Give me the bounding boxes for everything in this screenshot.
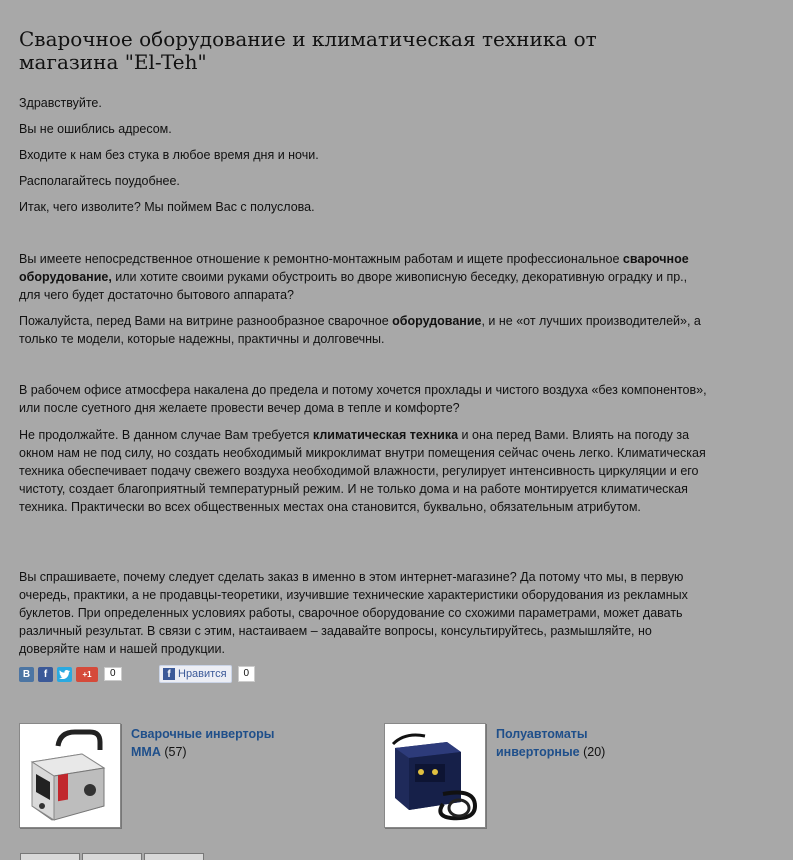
greeting-line: Вы не ошиблись адресом. [19, 122, 172, 136]
greeting-line: Здравствуйте. [19, 96, 102, 110]
share-bar [19, 665, 122, 683]
facebook-icon: f [163, 668, 175, 680]
vk-share-icon[interactable]: B [19, 667, 34, 682]
facebook-like [159, 665, 255, 683]
welding-paragraph: Вы имеете непосредственное отношение к ремонтно-монтажным работам и ищете профессиональное сварочное оборудование, или хотите своими руками обустроить во дворе живописную беседку, декоративную оградку и пр., для чего будет достаточно бытового аппарата? [19, 252, 689, 302]
category-welding-inverters [19, 723, 275, 828]
content [19, 0, 709, 656]
twitter-share-icon[interactable] [57, 667, 72, 682]
semiautomatic-image[interactable] [384, 723, 486, 828]
category-semiautomatic-inverters [384, 723, 606, 828]
climate-paragraph: Не продолжайте. В данном случае Вам требуется климатическая техника и она перед Вами. Влиять на погоду за окном нам не под силу, но создать необходимый микроклимат внутри помещения сейчас очень легко. Климатическая техника обеспечивает подачу свежего воздуха необходимой влажности, регулирует интенсивность циркуляции и его чистоту, создает благоприятный температурный режим. И не только дома и на работе монтируется климатическая техника. Практически во всех общественных местах она становится, буквально, обязательным атрибутом. [19, 428, 706, 514]
category-count: (20) [583, 745, 606, 759]
gplus-share-icon[interactable]: +1 [76, 667, 98, 682]
greeting-line: Располагайтесь поудобнее. [19, 174, 180, 188]
page-title: Сварочное оборудование и климатическая техника от магазина "El-Teh" [19, 27, 597, 74]
category-name[interactable]: Полуавтоматы инверторные [496, 727, 588, 759]
office-paragraph: В рабочем офисе атмосфера накалена до предела и потому хочется прохлады и чистого воздуха «без компонентов», или после суетного дня желаете провести вечер дома в тепле и комфорте? [19, 383, 707, 415]
like-count: 0 [238, 666, 256, 682]
greeting-line: Входите к нам без стука в любое время дня и ночи. [19, 148, 319, 162]
category-name[interactable]: Сварочные инверторы ММА [131, 727, 275, 759]
category-link[interactable] [131, 725, 301, 761]
welding-inverter-image[interactable] [19, 723, 121, 828]
category-count: (57) [164, 745, 187, 759]
facebook-share-icon[interactable]: f [38, 667, 53, 682]
why-us-paragraph: Вы спрашиваете, почему следует сделать заказ в именно в этом интернет-магазине? Да потому что мы, в первую очередь, практики, а не продавцы-теоретики, изучившие технические характеристики оборудования из рекламных буклетов. При определенных условиях работы, сварочное оборудование со схожими параметрами, может давать различный результат. В связи с этим, настаиваем – задавайте вопросы, консультируйтесь, размышляйте, но доверяйте нам и нашей продукции. [19, 570, 688, 656]
like-label: Нравится [178, 668, 227, 680]
greeting-line: Итак, чего изволите? Мы поймем Вас с полуслова. [19, 200, 315, 214]
like-button[interactable] [159, 665, 232, 683]
share-count: 0 [104, 667, 122, 681]
category-link[interactable] [496, 725, 666, 761]
equipment-paragraph: Пожалуйста, перед Вами на витрине разнообразное сварочное оборудование, и не «от лучших производителей», а только те модели, которые надежны, практичны и долговечны. [19, 314, 701, 346]
